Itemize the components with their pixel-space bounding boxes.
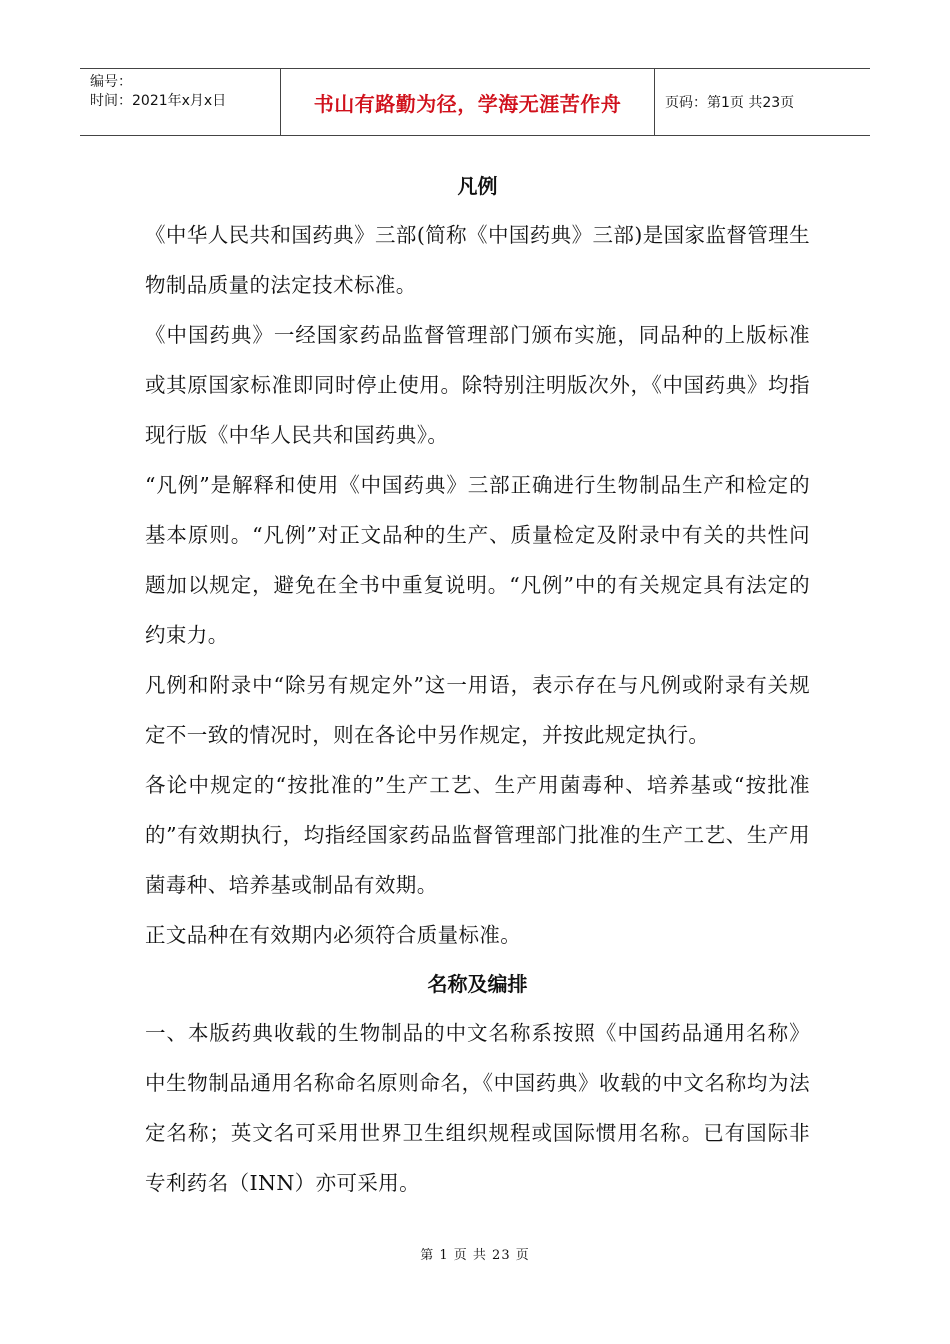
paragraph: 凡例和附录中“除另有规定外”这一用语，表示存在与凡例或附录有关规定不一致的情况时，则在各论中另作规定，并按此规定执行。 (145, 673, 810, 747)
header-time-label: 时间：2021年x月x日 (90, 93, 227, 109)
header-motto: 书山有路勤为径，学海无涯苦作舟 (280, 69, 655, 135)
paragraph: 一、本版药典收载的生物制品的中文名称系按照《中国药品通用名称》中生物制品通用名称命名原则命名，《中国药典》收载的中文名称均为法定名称；英文名可采用世界卫生组织规程或国际惯用名称。已有国际非专利药名（INN）亦可采用。 (145, 1021, 810, 1195)
page-footer: 第 1 页 共 23 页 (420, 1248, 530, 1263)
paragraph: “凡例”是解释和使用《中国药典》三部正确进行生物制品生产和检定的基本原则。“凡例”对正文品种的生产、质量检定及附录中有关的共性问题加以规定，避免在全书中重复说明。“凡例”中的有关规定具有法定的约束力。 (145, 473, 810, 647)
paragraph: 正文品种在有效期内必须符合质量标准。 (145, 923, 522, 947)
document-body (145, 162, 810, 1208)
paragraph: 《中国药典》一经国家药品监督管理部门颁布实施，同品种的上版标准或其原国家标准即同时停止使用。除特别注明版次外，《中国药典》均指现行版《中华人民共和国药典》。 (145, 323, 810, 447)
paragraph: 各论中规定的“按批准的”生产工艺、生产用菌毒种、培养基或“按批准的”有效期执行，均指经国家药品监督管理部门批准的生产工艺、生产用菌毒种、培养基或制品有效期。 (145, 773, 810, 897)
header-meta (80, 69, 280, 135)
section-title-fanli: 凡例 (457, 174, 498, 198)
paragraph: 《中华人民共和国药典》三部(简称《中国药典》三部)是国家监督管理生物制品质量的法定技术标准。 (145, 223, 810, 297)
section-title-naming: 名称及编排 (427, 972, 528, 996)
document-header (80, 68, 870, 136)
header-page-info: 页码：第1页 共23页 (665, 95, 795, 111)
header-number-label: 编号： (90, 74, 132, 90)
